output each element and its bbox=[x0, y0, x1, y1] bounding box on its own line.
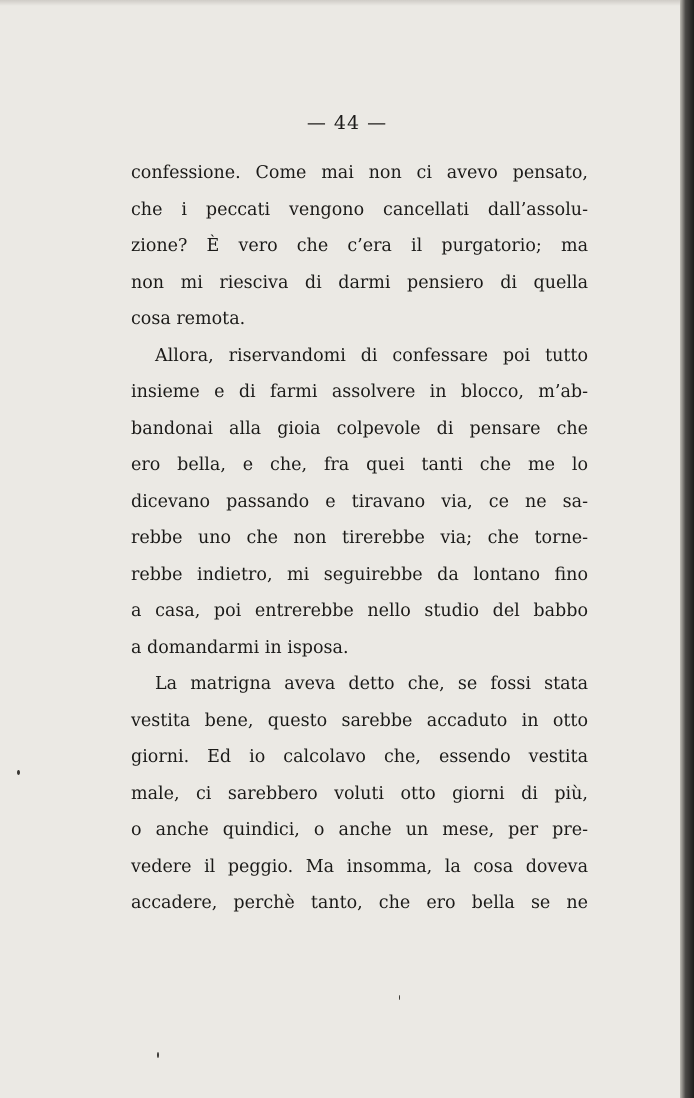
text-line: accadere, perchè tanto, che ero bella se ne bbox=[131, 893, 588, 913]
text-line: insieme e di farmi assolvere in blocco, m’ab- bbox=[131, 382, 588, 402]
text-line: rebbe indietro, mi seguirebbe da lontano fino bbox=[131, 564, 588, 585]
text-line: a domandarmi in isposa. bbox=[131, 637, 349, 658]
text-line: che i peccati vengono cancellati dall’assolu- bbox=[131, 199, 588, 220]
text-line: zione? È vero che c’era il purgatorio; ma bbox=[131, 236, 588, 256]
text-line: dicevano passando e tiravano via, ce ne sa- bbox=[131, 491, 588, 512]
paragraph-3 bbox=[131, 666, 588, 922]
text-line: male, ci sarebbero voluti otto giorni di più, bbox=[131, 783, 588, 804]
text-line: rebbe uno che non tirerebbe via; che torne- bbox=[131, 528, 588, 548]
paragraph-2 bbox=[131, 338, 588, 667]
text-line: confessione. Come mai non ci avevo pensato, bbox=[131, 163, 588, 183]
text-line: a casa, poi entrerebbe nello studio del babbo bbox=[131, 601, 588, 621]
text-line: giorni. Ed io calcolavo che, essendo vestita bbox=[131, 747, 588, 767]
book-binding-edge bbox=[680, 0, 694, 1098]
text-line: ero bella, e che, fra quei tanti che me lo bbox=[131, 455, 588, 475]
text-line: La matrigna aveva detto che, se fossi stata bbox=[155, 674, 588, 694]
paragraph-1 bbox=[131, 155, 588, 338]
text-line: vedere il peggio. Ma insomma, la cosa doveva bbox=[131, 856, 588, 877]
paper-speck bbox=[17, 770, 20, 775]
text-line: non mi riesciva di darmi pensiero di quella bbox=[131, 272, 588, 293]
text-line: bandonai alla gioia colpevole di pensare che bbox=[131, 418, 588, 439]
text-line: Allora, riservandomi di confessare poi tutto bbox=[155, 345, 588, 366]
page-number: — 44 — bbox=[306, 112, 388, 134]
text-line: vestita bene, questo sarebbe accaduto in otto bbox=[131, 710, 588, 731]
paper-speck bbox=[399, 995, 400, 1000]
page-top-shadow bbox=[0, 0, 694, 6]
text-line: cosa remota. bbox=[131, 309, 246, 329]
text-line: o anche quindici, o anche un mese, per pre- bbox=[131, 820, 588, 840]
body-text bbox=[131, 155, 588, 922]
paper-speck bbox=[157, 1052, 159, 1058]
